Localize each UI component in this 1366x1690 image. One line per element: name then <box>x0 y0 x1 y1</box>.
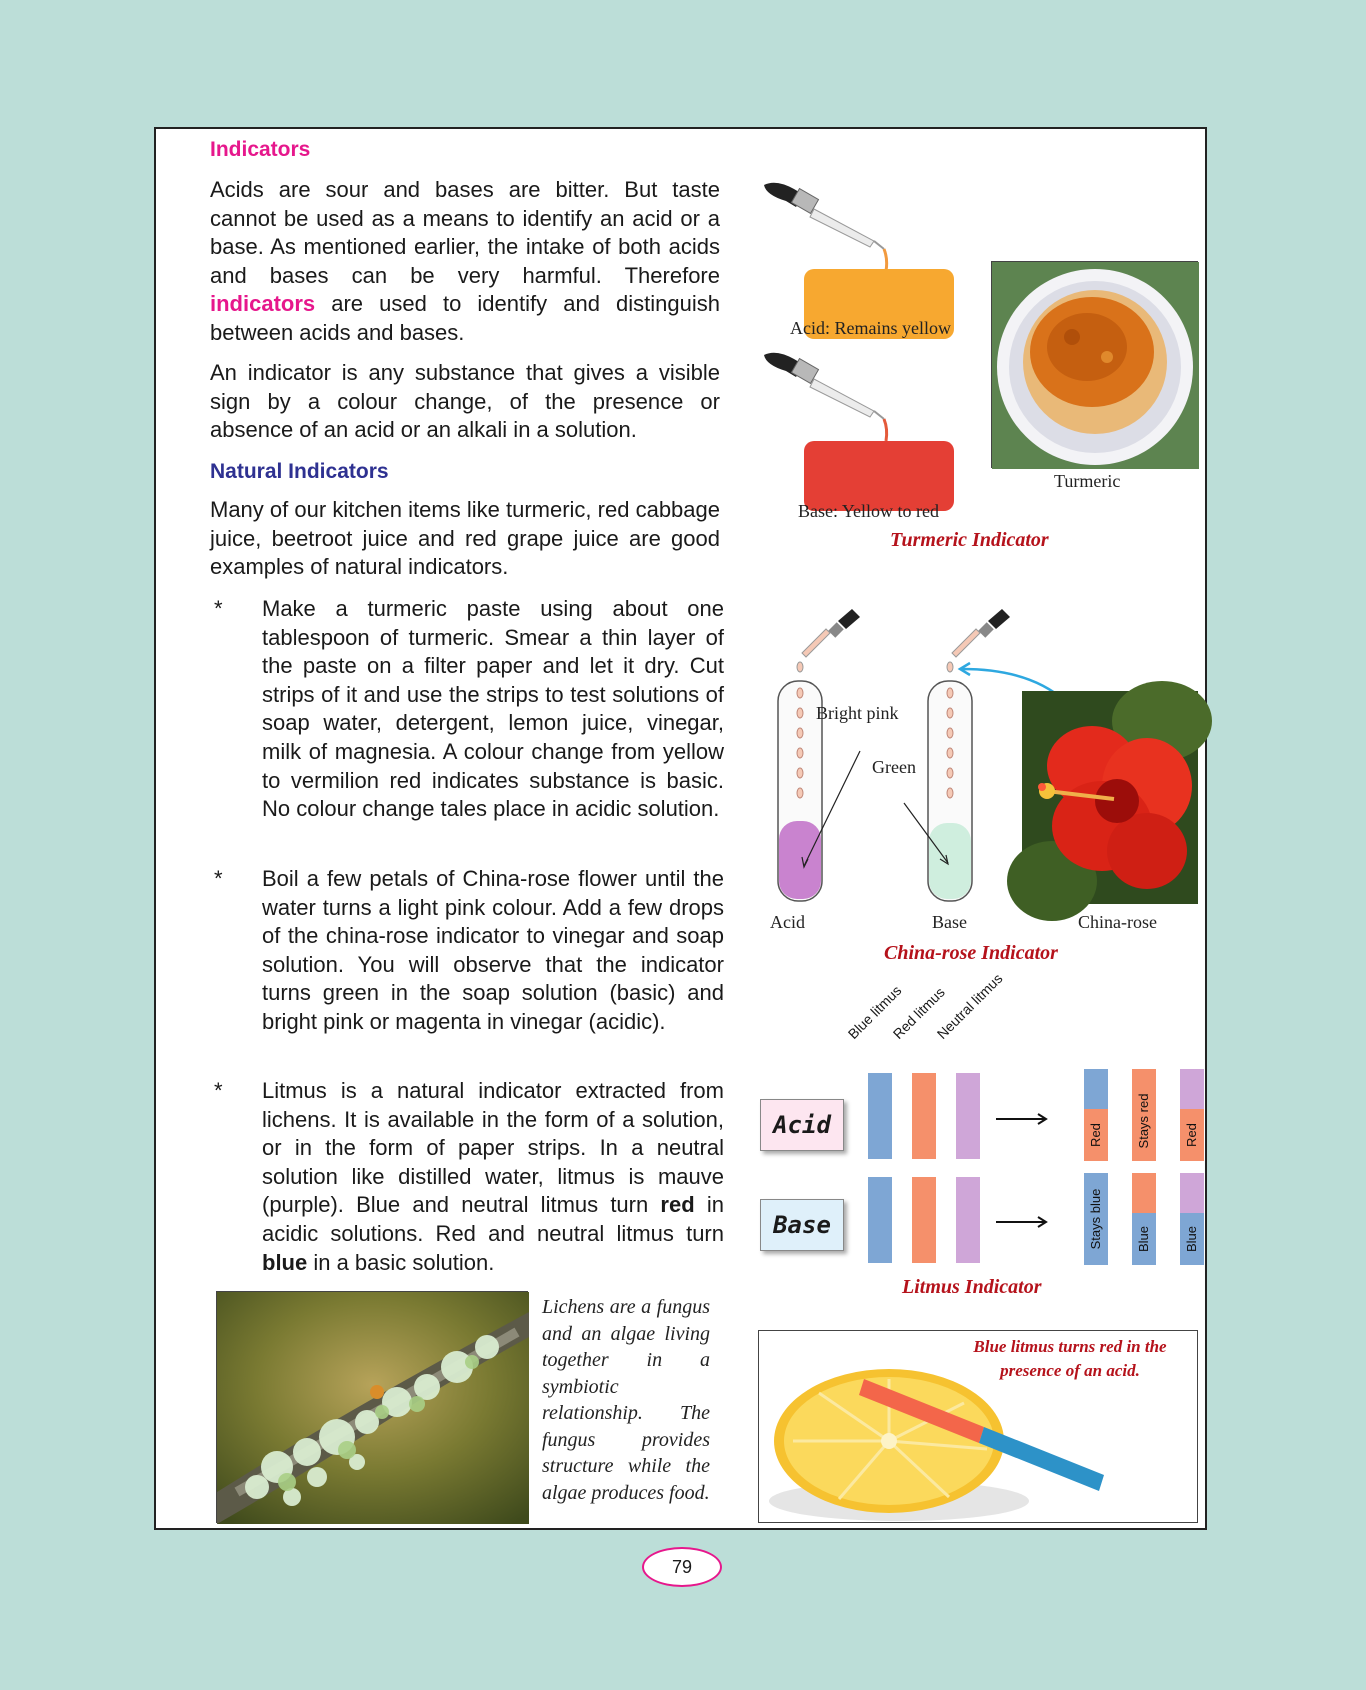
litmus-strip-after-acid-top <box>1084 1069 1108 1109</box>
litmus-strip-after-base-top <box>1180 1173 1204 1213</box>
litmus-text-b: in acidic solutions. Red and neutral litmus turn <box>262 1192 724 1246</box>
word-red: red <box>660 1192 695 1218</box>
lemon-caption: Blue litmus turns red in the presence of an acid. <box>973 1337 1167 1380</box>
label-base-tube: Base <box>932 912 967 932</box>
paragraph-indicators <box>210 176 720 348</box>
litmus-acid-label: Acid <box>760 1099 844 1151</box>
litmus-strip-before-base <box>956 1177 980 1263</box>
litmus-strip-before-base <box>912 1177 936 1263</box>
bullet-china-rose <box>214 865 724 1065</box>
bullet-star: * <box>214 1078 223 1103</box>
tube-base-liquid <box>929 823 971 899</box>
heading-indicators: Indicators <box>210 138 311 161</box>
arrow-base <box>996 1217 1046 1227</box>
book-page <box>154 127 1207 1530</box>
dropper-base <box>764 353 887 441</box>
indicators-highlight: indicators <box>210 291 316 317</box>
col-label-neutral-litmus: Neutral litmus <box>933 970 1006 1042</box>
bullet-turmeric-text: Make a turmeric paste using about one tablespoon of turmeric. Smear a thin layer of the paste on a filter paper and let it dry. Cut strips of it and use the strips to test solutions of soap water, detergent, lemon juice, vinegar, milk of magnesia. A colour change from yellow to vermilion red indicates substance is basic. No colour change tales place in acidic solution. <box>262 596 724 822</box>
caption-china-rose-indicator: China-rose Indicator <box>884 942 1058 964</box>
bullet-litmus-text <box>262 1077 724 1277</box>
litmus-strip-after-base-top <box>1132 1173 1156 1213</box>
litmus-result-acid-3: Red <box>1184 1123 1199 1147</box>
litmus-result-acid-1: Red <box>1088 1123 1103 1147</box>
lemon-litmus-box <box>758 1330 1198 1523</box>
word-blue: blue <box>262 1249 308 1275</box>
litmus-strip-before-acid <box>956 1073 980 1159</box>
para1-text: Acids are sour and bases are bitter. But taste cannot be used as a means to identify an acid or a base. As mentioned earlier, the intake of both acids and bases can be very harmful. Therefore <box>210 177 720 288</box>
litmus-strip-before-acid <box>868 1073 892 1159</box>
bullet-litmus <box>214 1077 724 1277</box>
col-label-red-litmus: Red litmus <box>889 983 948 1042</box>
china-rose-test-tubes <box>756 601 1056 901</box>
bullet-star: * <box>214 866 223 891</box>
lichen-photo <box>216 1291 528 1523</box>
label-green: Green <box>872 757 916 777</box>
litmus-result-base-2: Blue <box>1136 1225 1151 1253</box>
label-china-rose: China-rose <box>1078 912 1157 932</box>
arrow-acid <box>996 1114 1046 1124</box>
litmus-result-base-1: Stays blue <box>1088 1188 1103 1250</box>
bullet-china-rose-text: Boil a few petals of China-rose flower until the water turns a light pink colour. Add a few drops of the china-rose indicator to vinegar and soap solution. You will observe that the indicator turns green in the soap solution (basic) and bright pink or magenta in vinegar (acidic). <box>262 866 724 1034</box>
tube-acid-liquid <box>779 821 821 899</box>
caption-litmus-indicator: Litmus Indicator <box>902 1276 1042 1298</box>
label-acid-remains-yellow: Acid: Remains yellow <box>790 318 951 338</box>
label-turmeric: Turmeric <box>1054 471 1121 491</box>
litmus-text-a: Litmus is a natural indicator extracted from lichens. It is available in the form of a solution, or in the form of paper strips. In a neutral solution like distilled water, litmus is mauve (purple). Blue and neutral litmus turn <box>262 1078 724 1218</box>
litmus-strip-before-acid <box>912 1073 936 1159</box>
col-label-blue-litmus: Blue litmus <box>844 982 905 1042</box>
china-rose-photo <box>1022 691 1198 904</box>
litmus-strips <box>846 1069 1199 1299</box>
dropper-left <box>797 609 860 672</box>
caption-turmeric-indicator: Turmeric Indicator <box>890 529 1049 551</box>
litmus-result-acid-2: Stays red <box>1136 1093 1151 1149</box>
para1-text-end: are used to identify and distinguish between acids and bases. <box>210 291 720 345</box>
label-acid-tube: Acid <box>770 912 805 932</box>
litmus-base-label: Base <box>760 1199 844 1251</box>
paragraph-natural-indicators: Many of our kitchen items like turmeric, red cabbage juice, beetroot juice and red grape juice are good examples of natural indicators. <box>210 497 720 580</box>
litmus-strip-before-base <box>868 1177 892 1263</box>
heading-natural-indicators: Natural Indicators <box>210 460 389 483</box>
litmus-strip-after-acid-top <box>1180 1069 1204 1109</box>
page-number: 79 <box>642 1547 722 1587</box>
turmeric-photo <box>991 261 1198 468</box>
litmus-text-c: in a basic solution. <box>307 1249 495 1275</box>
label-bright-pink: Bright pink <box>816 703 899 723</box>
dropper-acid <box>764 183 887 271</box>
bullet-star: * <box>214 596 223 621</box>
paragraph-indicator-definition: An indicator is any substance that gives a visible sign by a colour change, of the presence or absence of an acid or an alkali in a solution. <box>210 360 720 443</box>
litmus-result-base-3: Blue <box>1184 1225 1199 1253</box>
lichen-caption: Lichens are a fungus and an algae living together in a symbiotic relationship. The fungus provides structure while the algae produces food. <box>542 1296 710 1504</box>
label-base-yellow-to-red: Base: Yellow to red <box>798 501 939 521</box>
bullet-turmeric <box>214 595 724 855</box>
